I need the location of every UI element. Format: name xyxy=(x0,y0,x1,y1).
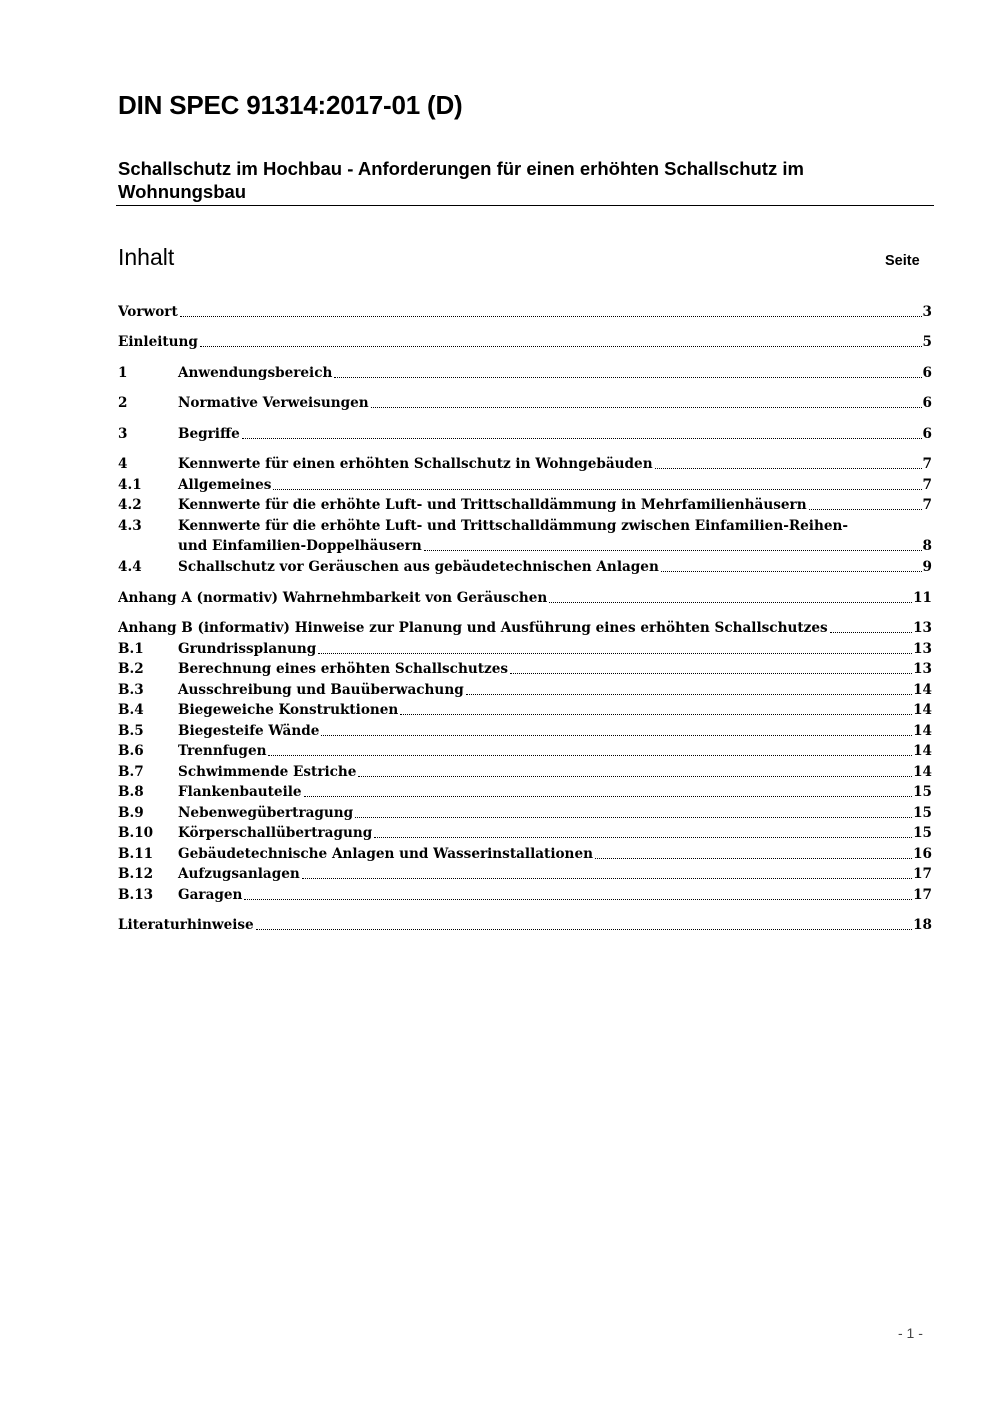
toc-entry-title: Vorwort xyxy=(118,304,178,320)
toc-entry-page: 3 xyxy=(922,304,932,320)
toc-entry-title: Schallschutz vor Geräuschen aus gebäudetechnischen Anlagen xyxy=(178,559,659,575)
toc-leader xyxy=(510,673,912,674)
toc-entry-number: 4.2 xyxy=(118,497,142,513)
toc-entry-vorwort[interactable] xyxy=(118,302,932,322)
toc-entry-4-3[interactable] xyxy=(118,516,932,556)
toc-entry-number: 4.1 xyxy=(118,477,142,493)
toc-entry-title: Kennwerte für einen erhöhten Schallschutz in Wohngebäuden xyxy=(178,456,653,472)
toc-entry-page: 13 xyxy=(913,620,932,636)
toc-entry-b-11[interactable] xyxy=(118,844,932,864)
toc-entry-title-continued: und Einfamilien-Doppelhäusern xyxy=(178,538,422,554)
toc-leader xyxy=(321,735,912,736)
toc-entry-b-4[interactable] xyxy=(118,700,932,720)
toc-entry-b-3[interactable] xyxy=(118,680,932,700)
toc-entry-number: 4.4 xyxy=(118,559,142,575)
toc-entry-page: 16 xyxy=(913,846,932,862)
toc-leader xyxy=(809,509,922,510)
document-title: DIN SPEC 91314:2017-01 (D) xyxy=(118,90,463,120)
toc-entry-page: 14 xyxy=(913,682,932,698)
toc-entry-number: B.3 xyxy=(118,682,144,698)
toc-entry-page: 15 xyxy=(913,784,932,800)
toc-entry-title: Begriffe xyxy=(178,426,240,442)
toc-entry-2[interactable] xyxy=(118,393,932,413)
toc-entry-page: 11 xyxy=(913,590,932,606)
toc-entry-title: Schwimmende Estriche xyxy=(178,764,357,780)
toc-page-label: Seite xyxy=(885,253,920,269)
toc-leader xyxy=(358,776,912,777)
toc-entry-number: B.6 xyxy=(118,743,144,759)
toc-entry-anhang-b[interactable] xyxy=(118,618,932,638)
toc-entry-anhang-a[interactable] xyxy=(118,588,932,608)
toc-entry-number: B.11 xyxy=(118,846,154,862)
toc-entry-b-8[interactable] xyxy=(118,782,932,802)
toc-entry-title: Anwendungsbereich xyxy=(178,365,333,381)
toc-entry-page: 18 xyxy=(913,917,932,933)
toc-entry-number: 3 xyxy=(118,426,128,442)
toc-entry-number: B.1 xyxy=(118,641,144,657)
toc-entry-number: 1 xyxy=(118,365,128,381)
toc-entry-number: B.7 xyxy=(118,764,144,780)
toc-entry-number: 2 xyxy=(118,395,128,411)
toc-entry-b-13[interactable] xyxy=(118,885,932,905)
toc-entry-title: Ausschreibung und Bauüberwachung xyxy=(178,682,464,698)
toc-entry-title: Allgemeines xyxy=(178,477,272,493)
toc-entry-einleitung[interactable] xyxy=(118,332,932,352)
toc-entry-number: B.12 xyxy=(118,866,154,882)
toc-entry-page: 15 xyxy=(913,805,932,821)
toc-entry-page: 13 xyxy=(913,641,932,657)
toc-entry-title: Trennfugen xyxy=(178,743,267,759)
header-divider xyxy=(116,205,934,206)
toc-leader xyxy=(595,858,912,859)
toc-entry-page: 8 xyxy=(922,538,932,554)
toc-entry-title: Aufzugsanlagen xyxy=(178,866,300,882)
toc-entry-b-9[interactable] xyxy=(118,803,932,823)
toc-entry-number: 4.3 xyxy=(118,518,142,534)
toc-entry-title: Literaturhinweise xyxy=(118,917,254,933)
toc-entry-page: 17 xyxy=(913,866,932,882)
toc-entry-page: 14 xyxy=(913,702,932,718)
toc-entry-number: B.2 xyxy=(118,661,144,677)
toc-entry-3[interactable] xyxy=(118,424,932,444)
toc-entry-number: 4 xyxy=(118,456,128,472)
toc-entry-b-7[interactable] xyxy=(118,762,932,782)
toc-entry-b-2[interactable] xyxy=(118,659,932,679)
toc-leader xyxy=(655,468,922,469)
toc-entry-page: 15 xyxy=(913,825,932,841)
toc-leader xyxy=(256,929,912,930)
toc-entry-page: 14 xyxy=(913,723,932,739)
toc-entry-page: 7 xyxy=(922,456,932,472)
toc-entry-b-6[interactable] xyxy=(118,741,932,761)
toc-entry-4-4[interactable] xyxy=(118,557,932,577)
toc-leader xyxy=(302,878,912,879)
toc-entry-1[interactable] xyxy=(118,363,932,383)
toc-entry-b-10[interactable] xyxy=(118,823,932,843)
toc-leader xyxy=(374,837,912,838)
toc-leader xyxy=(466,694,912,695)
toc-leader xyxy=(242,438,922,439)
toc-entry-page: 6 xyxy=(922,365,932,381)
toc-entry-title: Einleitung xyxy=(118,334,198,350)
toc-entry-title: Gebäudetechnische Anlagen und Wasserinstallationen xyxy=(178,846,593,862)
toc-leader xyxy=(334,377,921,378)
toc-leader xyxy=(661,571,922,572)
toc-entry-number: B.10 xyxy=(118,825,154,841)
toc-entry-title: Nebenwegübertragung xyxy=(178,805,354,821)
toc-entry-title: Normative Verweisungen xyxy=(178,395,369,411)
toc-entry-title: Körperschallübertragung xyxy=(178,825,373,841)
toc-leader xyxy=(400,714,912,715)
toc-entry-page: 7 xyxy=(922,477,932,493)
toc-heading: Inhalt xyxy=(118,244,175,270)
toc-entry-b-5[interactable] xyxy=(118,721,932,741)
toc-leader xyxy=(304,796,913,797)
toc-entry-number: B.4 xyxy=(118,702,144,718)
toc-entry-page: 14 xyxy=(913,743,932,759)
toc-entry-number: B.5 xyxy=(118,723,144,739)
toc-entry-page: 6 xyxy=(922,395,932,411)
toc-leader xyxy=(371,407,922,408)
toc-leader xyxy=(830,632,912,633)
toc-entry-b-1[interactable] xyxy=(118,639,932,659)
toc-entry-title: Biegeweiche Konstruktionen xyxy=(178,702,399,718)
toc-leader xyxy=(200,346,922,347)
toc-leader xyxy=(180,316,922,317)
toc-entry-page: 13 xyxy=(913,661,932,677)
toc-entry-4-1[interactable] xyxy=(118,475,932,495)
toc-entry-title: Garagen xyxy=(178,887,243,903)
toc-entry-title: Biegesteife Wände xyxy=(178,723,320,739)
toc-entry-title: Anhang A (normativ) Wahrnehmbarkeit von Geräuschen xyxy=(118,590,548,606)
toc-leader xyxy=(268,755,912,756)
toc-entry-4-2[interactable] xyxy=(118,495,932,515)
toc-entry-number: B.8 xyxy=(118,784,144,800)
toc-entry-4[interactable] xyxy=(118,454,932,474)
toc-entry-page: 17 xyxy=(913,887,932,903)
toc-entry-page: 5 xyxy=(922,334,932,350)
toc-entry-number: B.13 xyxy=(118,887,154,903)
toc-entry-title: Berechnung eines erhöhten Schallschutzes xyxy=(178,661,509,677)
toc-leader xyxy=(424,550,922,551)
toc-entry-literaturhinweise[interactable] xyxy=(118,915,932,935)
toc-entry-title: Kennwerte für die erhöhte Luft- und Trittschalldämmung zwischen Einfamilien-Reihen- xyxy=(178,518,849,534)
toc-entry-number: B.9 xyxy=(118,805,144,821)
toc-entry-page: 6 xyxy=(922,426,932,442)
toc-entry-b-12[interactable] xyxy=(118,864,932,884)
toc-entry-title: Kennwerte für die erhöhte Luft- und Trittschalldämmung in Mehrfamilienhäusern xyxy=(178,497,807,513)
toc-entry-page: 7 xyxy=(922,497,932,513)
toc-leader xyxy=(355,817,912,818)
toc-leader xyxy=(549,602,912,603)
toc-entry-title: Grundrissplanung xyxy=(178,641,317,657)
toc-entry-title: Flankenbauteile xyxy=(178,784,302,800)
toc-leader xyxy=(318,653,912,654)
toc-entry-title: Anhang B (informativ) Hinweise zur Planung und Ausführung eines erhöhten Schallschutzes xyxy=(118,620,828,636)
toc-entry-page: 14 xyxy=(913,764,932,780)
toc-leader xyxy=(273,489,921,490)
footer-page-number: - 1 - xyxy=(898,1325,923,1341)
document-subtitle: Schallschutz im Hochbau - Anforderungen für einen erhöhten Schallschutz im Wohnungsbau xyxy=(118,158,804,202)
toc-entry-page: 9 xyxy=(922,559,932,575)
toc-leader xyxy=(244,899,912,900)
